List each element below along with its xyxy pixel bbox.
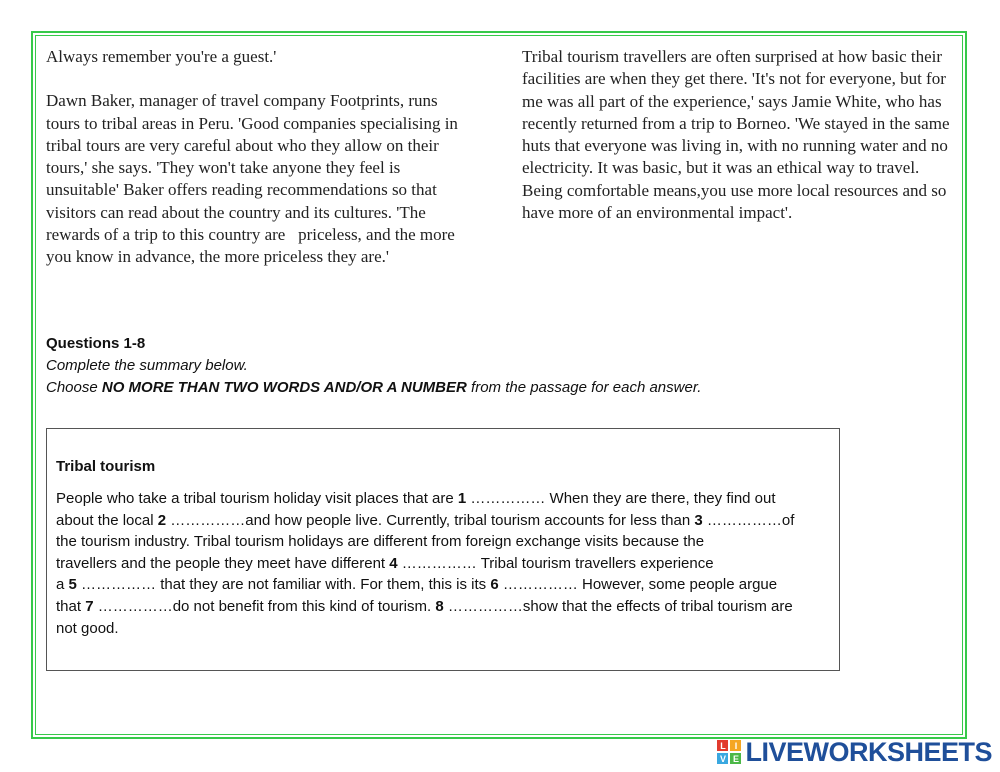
gap-number: 3 bbox=[694, 511, 703, 529]
gap-field-3[interactable]: ……………of bbox=[702, 511, 795, 529]
summary-line: about the local 2 ……………and how people live. Currently, tribal tourism accounts for less than 3 ……………of bbox=[56, 511, 795, 529]
questions-heading: Questions 1-8 bbox=[46, 335, 146, 352]
gap-number: 8 bbox=[435, 597, 444, 615]
liveworksheets-logo[interactable] bbox=[717, 738, 992, 766]
gap-field-4[interactable]: …………… Tribal tourism travellers experience bbox=[397, 554, 714, 572]
gap-field-7[interactable]: ……………do not benefit from this kind of tourism. bbox=[93, 597, 436, 615]
gap-number: 5 bbox=[68, 576, 77, 594]
passage-paragraph: Dawn Baker, manager of travel company Footprints, runs tours to tribal areas in Peru. 'Good companies specialising in tribal tours are very careful about who they allow on their tours,' she says. 'They won't take anyone they feel is unsuitable' Baker offers reading recommendations so that visitors can read about the country and its cultures. 'The rewards of a trip to this country are priceless, and the more you know in advance, the more priceless they are.' bbox=[46, 91, 463, 267]
summary-text bbox=[56, 488, 836, 639]
passage-paragraph: Tribal tourism travellers are often surprised at how basic their facilities are when they get there. 'It's not for everyone, but for me was all part of the experience,' says Jamie White, who has recently returned from a trip to Borneo. 'We stayed in the same huts that everyone was living in, with no running water and no electricity. It was basic, but it was an ethical way to travel. Being comfortable means,you use more local resources and so have more of an environmental impact'. bbox=[522, 47, 954, 223]
gap-field-1[interactable]: …………… When they are there, they find out bbox=[466, 490, 776, 507]
gap-number: 2 bbox=[157, 511, 167, 529]
summary-title: Tribal tourism bbox=[56, 458, 156, 475]
gap-number: 7 bbox=[85, 597, 94, 615]
gap-number: 6 bbox=[490, 576, 499, 594]
passage-paragraph: Always remember you're a guest.' bbox=[46, 47, 277, 66]
gap-field-2[interactable]: ……………and how people live. Currently, tribal tourism accounts for less than bbox=[166, 511, 695, 529]
logo-block: L bbox=[717, 740, 728, 751]
logo-block: I bbox=[730, 740, 741, 751]
gap-field-5[interactable]: …………… that they are not familiar with. For them, this is its bbox=[76, 576, 491, 594]
summary-line: the tourism industry. Tribal tourism holidays are different from foreign exchange visits because the bbox=[56, 533, 705, 551]
questions-instructions bbox=[46, 333, 946, 399]
instruction-line-2: Choose NO MORE THAN TWO WORDS AND/OR A NUMBER from the passage for each answer. bbox=[46, 379, 702, 396]
gap-number: 1 bbox=[457, 490, 467, 507]
summary-line: that 7 ……………do not benefit from this kind of tourism. 8 ……………show that the effects of tribal tourism are bbox=[56, 597, 793, 615]
passage-right-column bbox=[522, 46, 962, 224]
summary-line: not good. bbox=[56, 619, 119, 637]
passage-left-column bbox=[46, 46, 466, 269]
gap-field-6[interactable]: …………… However, some people argue bbox=[498, 576, 778, 594]
summary-line: travellers and the people they meet have different 4 …………… Tribal tourism travellers experience bbox=[56, 554, 714, 572]
instruction-line-1: Complete the summary below. bbox=[46, 357, 248, 374]
gap-field-8[interactable]: ……………show that the effects of tribal tourism are bbox=[443, 597, 793, 615]
summary-line: People who take a tribal tourism holiday visit places that are 1 …………… When they are there, they find out bbox=[56, 490, 776, 507]
logo-block: E bbox=[730, 753, 741, 764]
logo-block: V bbox=[717, 753, 728, 764]
logo-text: LIVEWORKSHEETS bbox=[745, 736, 992, 767]
gap-number: 4 bbox=[389, 554, 398, 572]
summary-line: a 5 …………… that they are not familiar with. For them, this is its 6 …………… However, some people argue bbox=[56, 576, 778, 594]
logo-blocks-icon bbox=[717, 740, 741, 764]
